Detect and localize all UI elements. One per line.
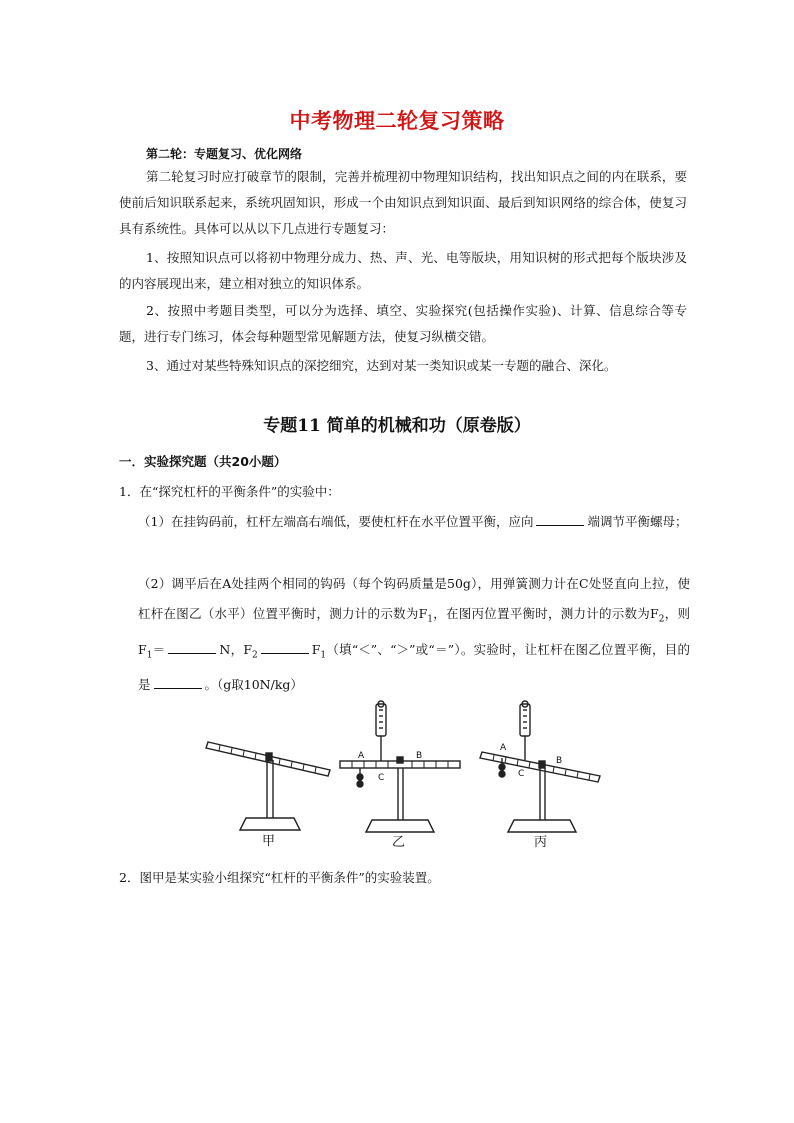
round-heading: 第二轮：专题复习、优化网络 [146,147,303,161]
document-title: 中考物理二轮复习策略 [289,109,505,133]
subscript-1c: 1 [320,650,327,660]
strategy-point-1: 1、按照知识点可以将初中物理分成力、热、声、光、电等版块，用知识树的形式把每个版块涉及的内容展现出来，建立相对独立的知识体系。 [119,250,687,291]
q1-part2-text-h: 。（g取10N/kg） [204,677,303,692]
q1-part2-text-a: （2）调平后在A处挂两个相同的钩码（每个钩码质量是50g），用弹簧测力计在C处竖直向上拉，使杠杆在图乙（水平）位置平衡时，测力计的示数为F [138,576,690,621]
question-2-stem: 2．图甲是某实验小组探究“杠杆的平衡条件”的实验装置。 [119,870,440,885]
answer-blank-f1[interactable] [168,639,216,654]
question-1-stem: 1．在“探究杠杆的平衡条件”的实验中： [119,484,340,499]
q1-part1-text-a: （1）在挂钩码前，杠杆左端高右端低，要使杠杆在水平位置平衡，应向 [138,514,534,529]
section-title: 专题11 简单的机械和功（原卷版） [263,416,531,436]
figure-label-jia: 甲 [262,834,276,849]
subscript-2b: 2 [252,650,258,660]
figure-label-yi: 乙 [392,835,406,850]
question-1-part-1 [138,507,690,537]
point-c-label-bing: C [518,769,525,779]
strategy-point-3: 3、通过对某些特殊知识点的深挖细究，达到对某一类知识或某一专题的融合、深化。 [146,358,617,373]
point-c-label-yi: C [378,773,385,783]
point-a-label-bing: A [500,743,507,753]
q1-part2-text-g: （填“＜”、“＞”或“＝”）。实验时，让杠杆在图乙位置平衡，目的是 [138,641,690,692]
lever-setup-yi [340,701,460,832]
q1-part2-text-c: ，则F [138,606,690,657]
point-a-label-yi: A [358,751,365,761]
q1-part2-text-e: N，F [219,641,252,657]
q1-part1-text-b: 端调节平衡螺母； [587,514,688,529]
answer-blank-compare[interactable] [261,639,309,654]
lever-figure [200,700,620,850]
q1-part2-text-f: F [311,641,321,657]
intro-paragraph: 第二轮复习时应打破章节的限制，完善并梳理初中物理知识结构，找出知识点之间的内在联系，要使前后知识联系起来，系统巩固知识，形成一个由知识点到知识面、最后到知识网络的综合体，使复习具有系统性。具体可以从以下几点进行专题复习： [119,169,687,236]
point-b-label-bing: B [556,756,563,766]
point-b-label-yi: B [416,751,423,761]
q1-part2-text-d: ＝ [152,641,166,657]
lever-setup-jia [206,742,330,830]
figure-label-bing: 丙 [534,835,548,850]
subscript-1b: 1 [146,650,153,660]
subscript-1: 1 [427,614,433,625]
subscript-2: 2 [658,614,665,625]
lever-setup-bing [480,701,600,832]
question-1-part-2 [138,569,690,700]
q1-part2-text-b: ，在图丙位置平衡时，测力计的示数为F [432,606,659,621]
answer-blank-direction[interactable] [536,511,584,526]
strategy-point-2: 2、按照中考题目类型，可以分为选择、填空、实验探究(包括操作实验)、计算、信息综合等专题，进行专门练习，体会每种题型常见解题方法，使复习纵横交错。 [119,303,687,344]
part-heading: 一．实验探究题（共20小题） [119,454,287,469]
answer-blank-purpose[interactable] [154,674,202,689]
